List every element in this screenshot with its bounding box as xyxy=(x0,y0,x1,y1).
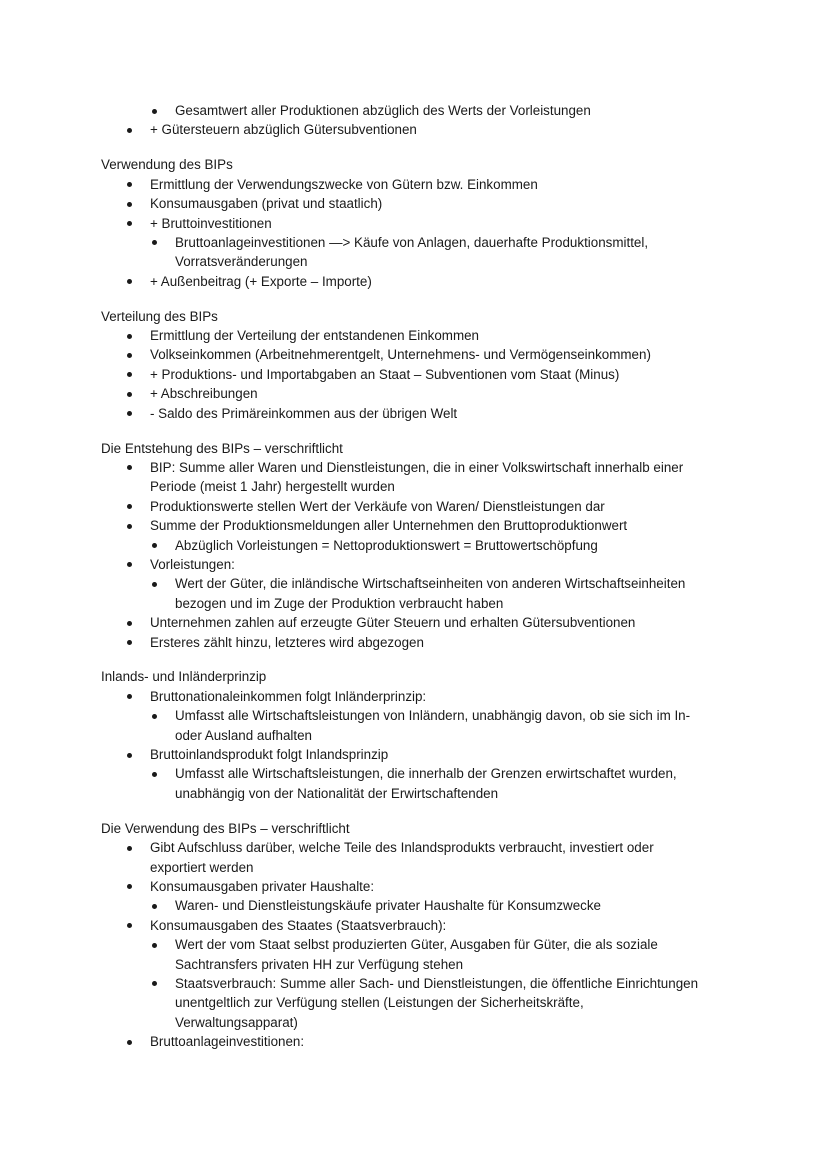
bullet-icon xyxy=(127,524,132,529)
item-text: Summe der Produktionsmeldungen aller Unternehmen den Bruttoproduktionwert xyxy=(150,518,628,534)
item-text: Ermittlung der Verwendungszwecke von Gütern bzw. Einkommen xyxy=(150,176,538,192)
item-text: Periode (meist 1 Jahr) hergestellt wurden xyxy=(150,479,395,495)
bullet-icon xyxy=(127,334,132,339)
bullet-icon xyxy=(127,923,132,928)
item-text: Wert der Güter, die inländische Wirtschaftseinheiten von anderen Wirtschaftseinheiten xyxy=(175,576,686,592)
bullet-icon xyxy=(152,772,157,777)
bullet-icon xyxy=(127,221,132,226)
item-text: Sachtransfers privaten HH zur Verfügung stehen xyxy=(175,956,464,972)
item-text: - Saldo des Primäreinkommen aus der übrigen Welt xyxy=(150,405,458,421)
bullet-icon xyxy=(127,128,132,133)
heading-text: Inlands- und Inländerprinzip xyxy=(101,669,267,685)
bullet-icon xyxy=(152,582,157,587)
bullet-icon xyxy=(127,411,132,416)
heading-text: Die Entstehung des BIPs – verschriftlicht xyxy=(101,440,343,456)
bullet-icon xyxy=(152,981,157,986)
item-text: Konsumausgaben des Staates (Staatsverbrauch): xyxy=(150,917,447,933)
item-text: Gesamtwert aller Produktionen abzüglich des Werts der Vorleistungen xyxy=(175,103,591,118)
bullet-icon xyxy=(127,372,132,377)
item-text: Bruttoanlageinvestitionen —> Käufe von Anlagen, dauerhafte Produktionsmittel, xyxy=(175,234,649,250)
item-text: Wert der vom Staat selbst produzierten Güter, Ausgaben für Güter, die als soziale xyxy=(175,937,658,953)
bullet-icon xyxy=(127,353,132,358)
heading-text: Die Verwendung des BIPs – verschriftlicht xyxy=(101,820,350,836)
item-text: Staatsverbrauch: Summe aller Sach- und Dienstleistungen, die öffentliche Einrichtungen xyxy=(175,975,699,991)
item-text: Produktionswerte stellen Wert der Verkäufe von Waren/ Dienstleistungen dar xyxy=(150,498,605,514)
bullet-icon xyxy=(152,109,157,114)
heading-text: Verwendung des BIPs xyxy=(101,157,233,173)
bullet-icon xyxy=(127,392,132,397)
bullet-icon xyxy=(127,621,132,626)
bullet-icon xyxy=(127,202,132,207)
item-text: Konsumausgaben (privat und staatlich) xyxy=(150,196,383,212)
heading-text: Verteilung des BIPs xyxy=(101,308,218,324)
item-text: + Abschreibungen xyxy=(150,386,258,402)
item-text: Vorleistungen: xyxy=(150,556,235,572)
bullet-icon xyxy=(127,182,132,187)
item-text: bezogen und im Zuge der Produktion verbraucht haben xyxy=(175,595,504,611)
item-text: Abzüglich Vorleistungen = Nettoproduktionswert = Bruttowertschöpfung xyxy=(175,537,598,553)
item-text: Gibt Aufschluss darüber, welche Teile des Inlandsprodukts verbraucht, investiert oder xyxy=(150,840,654,856)
bullet-icon xyxy=(152,714,157,719)
bullet-icon xyxy=(127,694,132,699)
item-text: oder Ausland aufhalten xyxy=(175,727,312,743)
item-text: BIP: Summe aller Waren und Dienstleistungen, die in einer Volkswirtschaft innerhalb einer xyxy=(150,459,684,475)
item-text: + Bruttoinvestitionen xyxy=(150,215,272,231)
bullet-icon xyxy=(127,640,132,645)
item-text: Umfasst alle Wirtschaftsleistungen, die innerhalb der Grenzen erwirtschaftet wurden, xyxy=(175,766,677,782)
bullet-icon xyxy=(127,504,132,509)
bullet-icon xyxy=(127,884,132,889)
bullet-icon xyxy=(152,943,157,948)
item-text: Unternehmen zahlen auf erzeugte Güter Steuern und erhalten Gütersubventionen xyxy=(150,615,636,631)
bullet-icon xyxy=(127,279,132,284)
bullet-icon xyxy=(152,543,157,548)
item-text: Verwaltungsapparat) xyxy=(175,1014,298,1030)
item-text: Umfasst alle Wirtschaftsleistungen von Inländern, unabhängig davon, ob sie sich im In- xyxy=(175,708,691,724)
item-text: unabhängig von der Nationalität der Erwirtschaftenden xyxy=(175,785,499,801)
bullet-icon xyxy=(127,846,132,851)
item-text: + Produktions- und Importabgaben an Staat – Subventionen vom Staat (Minus) xyxy=(150,366,620,382)
item-text: exportiert werden xyxy=(150,859,254,875)
item-text: Ermittlung der Verteilung der entstandenen Einkommen xyxy=(150,328,480,343)
item-text: Bruttoanlageinvestitionen: xyxy=(150,1034,305,1050)
bullet-icon xyxy=(127,1040,132,1045)
bullet-icon xyxy=(127,753,132,758)
item-text: Konsumausgaben privater Haushalte: xyxy=(150,878,375,894)
bullet-icon xyxy=(127,562,132,567)
item-text: unentgeltlich zur Verfügung stellen (Leistungen der Sicherheitskräfte, xyxy=(175,995,584,1011)
item-text: Bruttonationaleinkommen folgt Inländerprinzip: xyxy=(150,688,427,704)
bullet-icon xyxy=(152,904,157,909)
item-text: Bruttoinlandsprodukt folgt Inlandsprinzip xyxy=(150,747,389,762)
bullet-icon xyxy=(152,240,157,245)
item-text: + Gütersteuern abzüglich Gütersubventionen xyxy=(150,122,417,138)
item-text: Ersteres zählt hinzu, letzteres wird abgezogen xyxy=(150,634,424,650)
item-text: + Außenbeitrag (+ Exporte – Importe) xyxy=(150,273,372,289)
bullet-icon xyxy=(127,465,132,470)
item-text: Vorratsveränderungen xyxy=(175,254,308,270)
item-text: Waren- und Dienstleistungskäufe privater Haushalte für Konsumzwecke xyxy=(175,898,601,914)
item-text: Volkseinkommen (Arbeitnehmerentgelt, Unternehmens- und Vermögenseinkommen) xyxy=(150,347,651,363)
